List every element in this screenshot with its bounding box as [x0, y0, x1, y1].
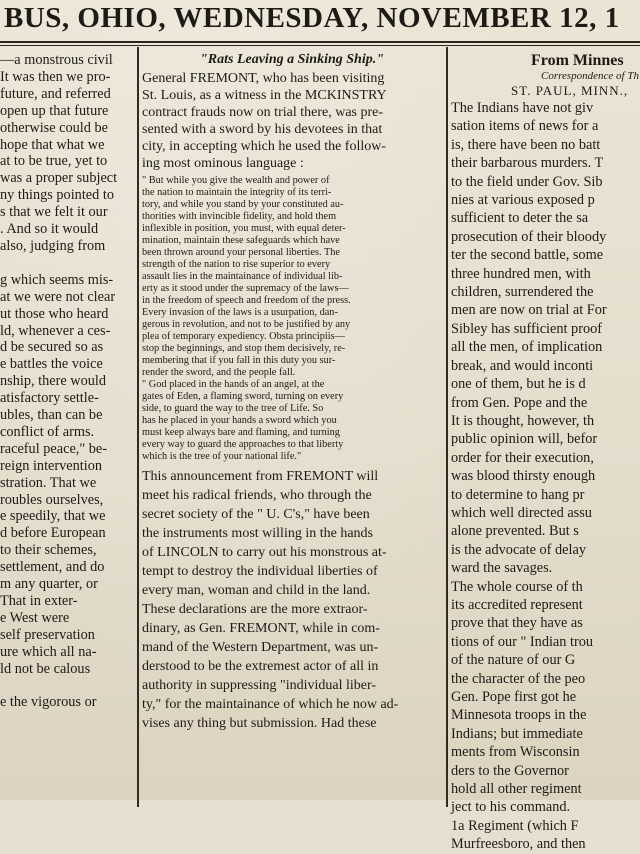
text-line: their barbarous murders. T: [451, 155, 604, 172]
text-line: tempt to destroy the individual liberties of: [142, 564, 378, 580]
text-line: s that we felt it our: [0, 204, 108, 221]
article-subtitle-right: Correspondence of Th: [541, 70, 639, 82]
text-line: city, in accepting which he used the follow-: [142, 138, 387, 154]
text-line: three hundred men, with: [451, 265, 591, 282]
text-line: raceful peace," be-: [0, 440, 108, 457]
article-title-right: From Minnes: [531, 52, 624, 69]
text-line: to determine to hang pr: [451, 486, 585, 503]
text-line: It is thought, however, th: [451, 412, 595, 429]
quote-line: has he placed in your hands a sword which you: [142, 415, 337, 427]
quote-line: strength of the nation to rise superior to every: [142, 259, 331, 271]
text-line: of LINCOLN to carry out his monstrous at-: [142, 545, 387, 561]
quote-line: render the sword, and the people fall.: [142, 367, 296, 379]
text-line: m any quarter, or: [0, 576, 98, 593]
text-line: roubles ourselves,: [0, 491, 104, 508]
quote-line: the nation to maintain the integrity of its terri-: [142, 187, 332, 199]
text-line: e speedily, that we: [0, 508, 106, 525]
article-headline: "Rats Leaving a Sinking Ship.": [200, 52, 384, 67]
text-line: These declarations are the more extraor-: [142, 602, 368, 618]
text-line: ny things pointed to: [0, 187, 114, 204]
quote-line: Every invasion of the laws is a usurpation, dan-: [142, 307, 338, 319]
quote-line: plea of temporary expediency. Obsta principiis—: [142, 331, 345, 343]
text-line: sented with a sword by his devotees in that: [142, 121, 383, 137]
text-line: The whole course of th: [451, 578, 583, 595]
text-line: Murfreesboro, and then: [451, 836, 586, 853]
text-line: open up that future: [0, 102, 109, 119]
text-line: the character of the peo: [451, 670, 586, 687]
text-line: nies at various exposed p: [451, 192, 595, 209]
quote-line: assault lies in the maintainance of individual lib-: [142, 271, 343, 283]
text-line: It was then we pro-: [0, 68, 111, 85]
text-line: g which seems mis-: [0, 271, 114, 288]
text-line: men are now on trial at For: [451, 302, 607, 319]
text-line: ments from Wisconsin: [451, 744, 580, 761]
text-line: hold all other regiment: [451, 781, 582, 798]
text-line: derstood to be the extremest actor of all in: [142, 659, 379, 675]
text-line: at to be true, yet to: [0, 153, 108, 170]
text-line: e battles the voice: [0, 356, 103, 373]
text-line: 1a Regiment (which F: [451, 817, 579, 834]
masthead: [0, 0, 640, 40]
text-line: is the advocate of delay: [451, 541, 586, 558]
text-line: meet his radical friends, who through the: [142, 488, 372, 504]
text-line: ld, whenever a ces-: [0, 322, 111, 339]
text-line: ty," for the maintainance of which he now ad-: [142, 697, 399, 713]
text-line: was blood thirsty enough: [451, 468, 596, 485]
text-line: nship, there would: [0, 373, 107, 390]
quote-line: in the freedom of speech and freedom of the press.: [142, 295, 351, 307]
text-line: sation items of news for a: [451, 118, 599, 135]
text-line: e West were: [0, 609, 70, 626]
text-line: St. Louis, as a witness in the MCKINSTRY: [142, 87, 387, 103]
text-line: [0, 711, 136, 728]
text-line: was a proper subject: [0, 170, 118, 187]
text-line: sufficient to deter the sa: [451, 210, 589, 227]
text-line: This announcement from FREMONT will: [142, 469, 379, 485]
text-line: also, judging from: [0, 237, 106, 254]
text-line: General FREMONT, who has been visiting: [142, 71, 385, 86]
text-line: —a monstrous civil: [0, 52, 113, 68]
text-line: secret society of the " U. C's," have been: [142, 507, 370, 523]
column-divider-left: [137, 47, 139, 807]
article-body: [142, 467, 442, 733]
masthead-rule-thin: [0, 45, 640, 46]
article-intro: [142, 71, 442, 172]
text-line: prosecution of their bloody: [451, 228, 607, 245]
text-line: ubles, than can be: [0, 407, 103, 424]
text-line: from Gen. Pope and the: [451, 394, 588, 411]
text-line: otherwise could be: [0, 119, 108, 136]
quote-line: gates of Eden, a flaming sword, turning on every: [142, 391, 344, 403]
article-quote: [142, 175, 442, 463]
masthead-text: BUS, OHIO, WEDNESDAY, NOVEMBER 12, 1: [4, 2, 620, 34]
text-line: stration. That we: [0, 474, 97, 491]
quote-line: must keep always bare and flaming, and turning: [142, 427, 340, 439]
text-line: hope that what we: [0, 136, 105, 153]
text-line: alone prevented. But s: [451, 523, 579, 540]
text-line: [0, 678, 136, 695]
text-line: contract frauds now on trial there, was pre-: [142, 104, 384, 120]
text-line: at we were not clear: [0, 288, 116, 305]
text-line: ld not be calous: [0, 660, 91, 677]
masthead-rule: [0, 41, 640, 43]
text-line: break, and would inconti: [451, 357, 594, 374]
text-line: ward the savages.: [451, 560, 553, 577]
quote-line: thorities with invincible fidelity, and hold them: [142, 211, 337, 223]
text-line: tions of our " Indian trou: [451, 633, 594, 650]
text-line: settlement, and do: [0, 559, 105, 576]
text-line: ure which all na-: [0, 643, 97, 660]
quote-line: inflexible in position, you must, with equal deter-: [142, 223, 346, 235]
quote-line: side, to guard the way to the tree of Life. So: [142, 403, 324, 415]
quote-line: erty as it stood under the supremacy of the laws—: [142, 283, 349, 295]
text-line: Indians; but immediate: [451, 725, 583, 742]
text-line: ing most ominous language :: [142, 155, 304, 171]
text-line: Sibley has sufficient proof: [451, 320, 603, 337]
text-line: mand of the Western Department, was un-: [142, 640, 379, 656]
text-line: public opinion will, befor: [451, 431, 598, 448]
text-line: dinary, as Gen. FREMONT, while in com-: [142, 621, 380, 637]
text-line: Gen. Pope first got he: [451, 689, 577, 705]
text-line: self preservation: [0, 626, 95, 643]
text-line: vises any thing but submission. Had these: [142, 716, 377, 732]
text-line: d be secured so as: [0, 339, 104, 356]
text-line: reign intervention: [0, 457, 103, 474]
quote-line: tory, and while you stand by your constituted au-: [142, 199, 344, 211]
text-line: of the nature of our G: [451, 652, 576, 669]
text-line: . And so it would: [0, 221, 99, 238]
text-line: [0, 255, 136, 272]
quote-line: which is the tree of your national life.": [142, 451, 302, 463]
text-line: order for their execution,: [451, 449, 594, 466]
text-line: The Indians have not giv: [451, 100, 594, 116]
text-line: its accredited represent: [451, 596, 583, 613]
column-divider-right: [446, 47, 448, 807]
text-line: to their schemes,: [0, 542, 97, 559]
quote-line: mination, maintain these safeguards which have: [142, 235, 340, 247]
text-line: all the men, of implication: [451, 339, 603, 356]
column-left: [0, 52, 136, 728]
text-line: ders to the Governor: [451, 762, 569, 779]
text-line: to the field under Gov. Sib: [451, 173, 603, 190]
text-line: the instruments most willing in the hands: [142, 526, 373, 542]
text-line: authority in suppressing "individual liber-: [142, 678, 377, 694]
text-line: future, and referred: [0, 85, 111, 102]
quote-line: " God placed in the hands of an angel, at the: [142, 379, 325, 391]
text-line: is, there have been no batt: [451, 136, 601, 153]
quote-line: membering that if you fall in this duty you sur-: [142, 355, 336, 367]
quote-line: been thrown around your personal liberties. The: [142, 247, 340, 259]
text-line: children, surrendered the: [451, 284, 594, 301]
text-line: atisfactory settle-: [0, 390, 99, 407]
column-right: [451, 52, 640, 854]
quote-line: gerous in revolution, and not to be justified by any: [142, 319, 351, 331]
text-line: That in exter-: [0, 593, 78, 609]
article-body-right: [451, 99, 640, 854]
text-line: ject to his command.: [451, 799, 571, 816]
column-center: [142, 52, 442, 733]
text-line: ter the second battle, some: [451, 247, 604, 264]
text-line: e the vigorous or: [0, 694, 97, 711]
text-line: ut those who heard: [0, 305, 109, 322]
quote-line: " But while you give the wealth and power of: [142, 175, 330, 187]
text-line: prove that they have as: [451, 615, 583, 632]
quote-line: every way to guard the approaches to that liberty: [142, 439, 344, 451]
text-line: Minnesota troops in the: [451, 707, 587, 724]
text-line: every man, woman and child in the land.: [142, 583, 371, 599]
text-line: d before European: [0, 525, 106, 542]
text-line: one of them, but he is d: [451, 376, 586, 393]
quote-line: stop the beginnings, and stop them decisively, re-: [142, 343, 346, 355]
article-dateline: ST. PAUL, MINN.,: [511, 83, 629, 98]
text-line: which well directed assu: [451, 504, 592, 521]
text-line: conflict of arms.: [0, 423, 95, 440]
